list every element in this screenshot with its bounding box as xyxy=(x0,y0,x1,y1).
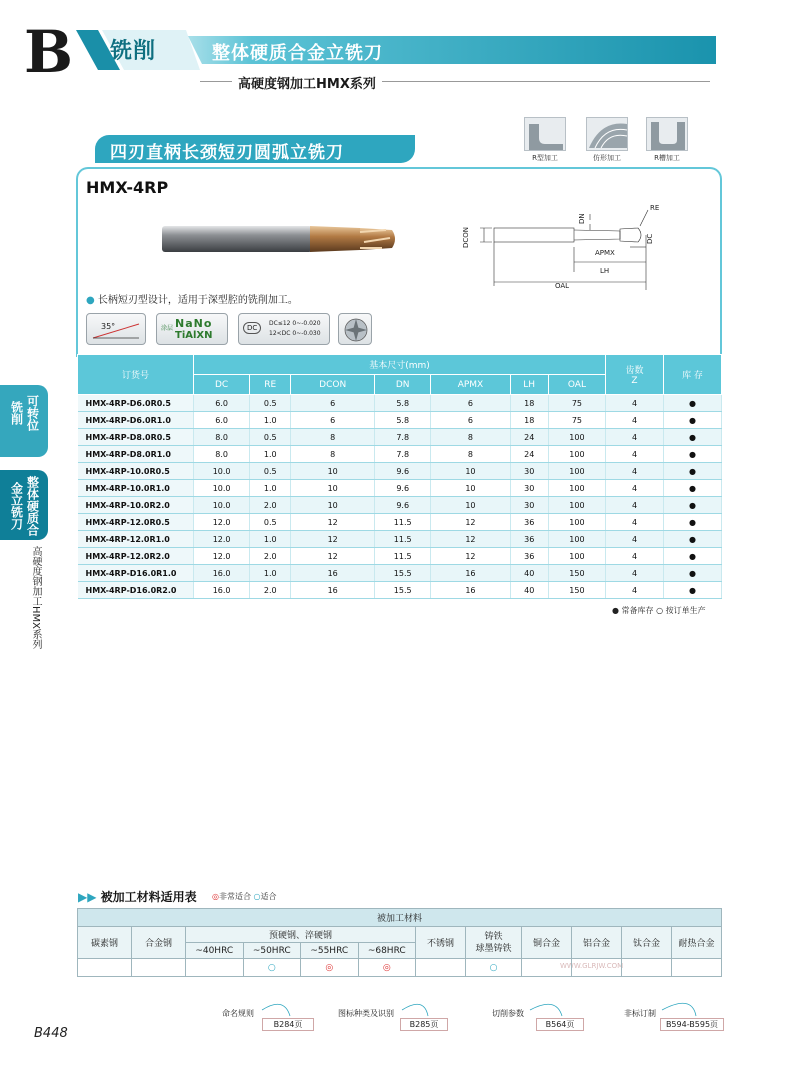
table-row xyxy=(78,497,722,514)
table-row xyxy=(78,480,722,497)
header-banner xyxy=(76,30,716,70)
table-cell: 100 xyxy=(548,480,605,497)
table-cell: 7.8 xyxy=(375,446,431,463)
table-cell: 7.8 xyxy=(375,429,431,446)
col-teeth xyxy=(606,355,664,395)
coating-material: TiAlXN xyxy=(175,330,213,341)
table-cell: 4 xyxy=(606,463,664,480)
mat-carbon-steel: 碳素钢 xyxy=(78,927,132,959)
helix-angle-value: 35° xyxy=(101,322,116,331)
table-cell: 12.0 xyxy=(194,531,250,548)
col-teeth-symbol: Z xyxy=(631,376,638,386)
product-title: 四刃直柄长颈短刃圆弧立铣刀 xyxy=(110,143,344,163)
table-cell: 8 xyxy=(431,446,510,463)
table-cell: 100 xyxy=(548,446,605,463)
col-oal: OAL xyxy=(548,375,605,395)
table-cell: 4 xyxy=(606,412,664,429)
mat-heat-resistant: 耐热合金 xyxy=(672,927,722,959)
profile-icon xyxy=(586,117,628,151)
side-tab-indexable-label-a: 可转位 xyxy=(25,395,40,431)
stock-cell: ● xyxy=(664,412,722,429)
table-cell: 10 xyxy=(431,480,510,497)
table-cell: 16 xyxy=(291,582,375,599)
four-flute-icon xyxy=(338,313,372,345)
table-cell: 10.0 xyxy=(194,497,250,514)
order-code-cell: HMX-4RP-D8.0R0.5 xyxy=(78,429,194,446)
section-letter: B xyxy=(24,18,74,86)
watermark-url: WWW.GLRJW.COM xyxy=(560,962,624,970)
header-category: 铣削 xyxy=(110,39,157,64)
table-cell: 5.8 xyxy=(375,412,431,429)
label-dcon: DCON xyxy=(462,226,470,248)
materials-heading xyxy=(78,888,197,905)
suitable-icon: ○ xyxy=(267,962,276,973)
table-cell: 10 xyxy=(431,463,510,480)
order-code-cell: HMX-4RP-10.0R1.0 xyxy=(78,480,194,497)
table-cell: 1.0 xyxy=(250,480,291,497)
ref-label: 命名规则 xyxy=(222,1009,254,1018)
tolerance-line-2: 12<DC 0~-0.030 xyxy=(269,330,321,337)
stock-cell: ● xyxy=(664,480,722,497)
ref-link-naming[interactable]: B284页 xyxy=(262,1018,314,1031)
side-tab-solid-label-b: 金立铣刀 xyxy=(9,482,24,530)
materials-title: 被加工材料适用表 xyxy=(100,890,197,904)
table-row xyxy=(78,514,722,531)
machining-label: R槽加工 xyxy=(654,154,680,162)
suitable-icon: ○ xyxy=(253,892,261,901)
table-cell: 4 xyxy=(606,582,664,599)
table-cell: 6 xyxy=(291,412,375,429)
hrc-40: ~40HRC xyxy=(186,943,244,959)
stock-cell: ● xyxy=(664,446,722,463)
label-lh: LH xyxy=(600,267,610,275)
page-number: B448 xyxy=(34,1026,68,1041)
table-cell: 0.5 xyxy=(250,429,291,446)
mat-cell xyxy=(358,959,416,977)
table-cell: 8.0 xyxy=(194,446,250,463)
order-code-cell: HMX-4RP-D16.0R2.0 xyxy=(78,582,194,599)
ref-link-custom[interactable]: B594-B595页 xyxy=(660,1018,724,1031)
mat-cast-iron-1: 铸铁 xyxy=(484,931,503,942)
feature-description: 长柄短刃型设计，适用于深型腔的铣削加工。 xyxy=(97,295,298,306)
mat-cell xyxy=(416,959,466,977)
table-cell: 6 xyxy=(431,395,510,412)
mat-stainless: 不锈钢 xyxy=(416,927,466,959)
table-cell: 12 xyxy=(431,514,510,531)
table-cell: 4 xyxy=(606,429,664,446)
table-cell: 36 xyxy=(510,531,548,548)
very-suitable-icon: ◎ xyxy=(212,892,219,901)
stock-cell: ● xyxy=(664,582,722,599)
end-mill-photo xyxy=(160,222,400,256)
table-cell: 24 xyxy=(510,429,548,446)
order-code-cell: HMX-4RP-D6.0R1.0 xyxy=(78,412,194,429)
table-cell: 4 xyxy=(606,497,664,514)
table-cell: 12.0 xyxy=(194,514,250,531)
hrc-50: ~50HRC xyxy=(243,943,301,959)
table-cell: 100 xyxy=(548,429,605,446)
table-row xyxy=(78,531,722,548)
table-cell: 10 xyxy=(431,497,510,514)
order-code-cell: HMX-4RP-12.0R0.5 xyxy=(78,514,194,531)
order-code-cell: HMX-4RP-10.0R0.5 xyxy=(78,463,194,480)
table-cell: 12 xyxy=(431,548,510,565)
table-cell: 4 xyxy=(606,531,664,548)
table-cell: 6.0 xyxy=(194,395,250,412)
very-suitable-icon: ◎ xyxy=(382,962,391,973)
tolerance-symbol: DC xyxy=(243,322,261,334)
stock-cell: ● xyxy=(664,463,722,480)
table-cell: 1.0 xyxy=(250,531,291,548)
table-row xyxy=(78,412,722,429)
table-row xyxy=(78,429,722,446)
legend-very-suitable: 非常适合 xyxy=(218,892,251,901)
table-cell: 2.0 xyxy=(250,582,291,599)
table-cell: 0.5 xyxy=(250,395,291,412)
table-cell: 16.0 xyxy=(194,582,250,599)
col-dcon: DCON xyxy=(291,375,375,395)
table-cell: 1.0 xyxy=(250,565,291,582)
table-cell: 2.0 xyxy=(250,497,291,514)
label-oal: OAL xyxy=(555,282,570,290)
table-cell: 11.5 xyxy=(375,548,431,565)
table-cell: 36 xyxy=(510,548,548,565)
mat-cell xyxy=(301,959,359,977)
mat-cast-iron-2: 球墨铸铁 xyxy=(475,943,512,954)
table-cell: 10 xyxy=(291,497,375,514)
table-cell: 9.6 xyxy=(375,480,431,497)
order-code-cell: HMX-4RP-12.0R1.0 xyxy=(78,531,194,548)
stock-cell: ● xyxy=(664,531,722,548)
header-title: 整体硬质合金立铣刀 xyxy=(212,43,383,64)
table-cell: 30 xyxy=(510,480,548,497)
table-cell: 24 xyxy=(510,446,548,463)
table-cell: 0.5 xyxy=(250,463,291,480)
very-suitable-icon: ◎ xyxy=(325,962,334,973)
table-cell: 4 xyxy=(606,480,664,497)
ref-label: 非标订制 xyxy=(624,1009,656,1018)
legend-suitable: 适合 xyxy=(260,892,277,901)
col-basic-size: 基本尺寸(mm) xyxy=(194,355,606,375)
bullet-icon: ● xyxy=(86,295,95,306)
label-dn: DN xyxy=(578,213,586,224)
table-cell: 100 xyxy=(548,497,605,514)
mat-cell xyxy=(466,959,522,977)
table-cell: 12 xyxy=(291,548,375,565)
helix-angle-icon xyxy=(86,313,146,345)
table-cell: 0.5 xyxy=(250,514,291,531)
table-cell: 75 xyxy=(548,395,605,412)
table-cell: 15.5 xyxy=(375,565,431,582)
table-cell: 10 xyxy=(291,480,375,497)
table-cell: 8 xyxy=(291,446,375,463)
mat-aluminum: 铝合金 xyxy=(572,927,622,959)
table-cell: 36 xyxy=(510,514,548,531)
mat-titanium: 钛合金 xyxy=(622,927,672,959)
table-cell: 12 xyxy=(291,531,375,548)
mat-cell xyxy=(622,959,672,977)
table-cell: 12.0 xyxy=(194,548,250,565)
table-cell: 11.5 xyxy=(375,531,431,548)
side-series-label: 高硬度钢加工HMX系列 xyxy=(30,546,41,649)
table-cell: 9.6 xyxy=(375,463,431,480)
table-cell: 12 xyxy=(431,531,510,548)
table-cell: 4 xyxy=(606,395,664,412)
materials-group: 被加工材料 xyxy=(78,909,722,927)
table-cell: 12 xyxy=(291,514,375,531)
stock-cell: ● xyxy=(664,514,722,531)
table-cell: 40 xyxy=(510,582,548,599)
col-lh: LH xyxy=(510,375,548,395)
mat-cast-iron xyxy=(466,927,522,959)
mat-cell xyxy=(186,959,244,977)
table-row xyxy=(78,548,722,565)
table-cell: 1.0 xyxy=(250,446,291,463)
table-cell: 16 xyxy=(431,565,510,582)
stock-cell: ● xyxy=(664,548,722,565)
col-dn: DN xyxy=(375,375,431,395)
table-row xyxy=(78,565,722,582)
col-apmx: APMX xyxy=(431,375,510,395)
table-cell: 4 xyxy=(606,548,664,565)
stock-cell: ● xyxy=(664,497,722,514)
table-cell: 4 xyxy=(606,565,664,582)
side-tab-solid-carbide[interactable] xyxy=(0,470,48,540)
ref-label: 图标种类及识别 xyxy=(338,1009,394,1018)
table-cell: 6 xyxy=(431,412,510,429)
r-groove-icon xyxy=(524,117,566,151)
tolerance-icon xyxy=(238,313,330,345)
suitable-icon: ○ xyxy=(489,962,498,973)
table-row xyxy=(78,446,722,463)
col-stock: 库 存 xyxy=(664,355,722,395)
table-cell: 30 xyxy=(510,497,548,514)
table-row xyxy=(78,395,722,412)
feature-text xyxy=(86,291,298,306)
ref-link-cutting[interactable]: B564页 xyxy=(536,1018,584,1031)
col-dc: DC xyxy=(194,375,250,395)
table-cell: 75 xyxy=(548,412,605,429)
order-code-cell: HMX-4RP-D8.0R1.0 xyxy=(78,446,194,463)
order-code-cell: HMX-4RP-D6.0R0.5 xyxy=(78,395,194,412)
header-subtitle: 高硬度钢加工HMX系列 xyxy=(232,73,382,92)
coating-label: 涂层 xyxy=(161,325,174,332)
machining-label: 仿形加工 xyxy=(593,154,621,162)
double-arrow-icon: ▶▶ xyxy=(78,890,97,904)
table-cell: 150 xyxy=(548,565,605,582)
machining-label: R型加工 xyxy=(532,154,558,162)
table-cell: 6.0 xyxy=(194,412,250,429)
mat-copper: 铜合金 xyxy=(522,927,572,959)
label-re: RE xyxy=(650,204,660,212)
mat-alloy-steel: 合金钢 xyxy=(132,927,186,959)
dimension-table xyxy=(77,354,722,599)
order-code-cell: HMX-4RP-D16.0R1.0 xyxy=(78,565,194,582)
side-tab-solid-label-a: 整体硬质合 xyxy=(25,476,40,536)
table-cell: 2.0 xyxy=(250,548,291,565)
table-cell: 100 xyxy=(548,531,605,548)
table-cell: 4 xyxy=(606,514,664,531)
table-cell: 6 xyxy=(291,395,375,412)
tolerance-line-1: DC≤12 0~-0.020 xyxy=(269,320,321,327)
label-dc: DC xyxy=(646,233,654,244)
hrc-68: ~68HRC xyxy=(358,943,416,959)
side-tab-indexable[interactable] xyxy=(0,385,48,457)
materials-legend xyxy=(212,891,277,902)
mat-cell xyxy=(522,959,572,977)
table-cell: 1.0 xyxy=(250,412,291,429)
mat-cell xyxy=(78,959,132,977)
hrc-55: ~55HRC xyxy=(301,943,359,959)
r-slot-icon xyxy=(646,117,688,151)
mat-cell xyxy=(243,959,301,977)
table-cell: 10 xyxy=(291,463,375,480)
materials-table xyxy=(77,908,722,977)
table-cell: 5.8 xyxy=(375,395,431,412)
table-cell: 18 xyxy=(510,412,548,429)
order-code-cell: HMX-4RP-12.0R2.0 xyxy=(78,548,194,565)
table-cell: 8 xyxy=(431,429,510,446)
table-cell: 10.0 xyxy=(194,480,250,497)
coating-name: NaNo xyxy=(175,317,213,330)
table-cell: 18 xyxy=(510,395,548,412)
table-cell: 100 xyxy=(548,548,605,565)
col-teeth-label: 齿数 xyxy=(625,366,644,376)
side-tab-indexable-label-b: 铣削 xyxy=(9,401,24,425)
label-apmx: APMX xyxy=(595,249,615,257)
table-cell: 11.5 xyxy=(375,514,431,531)
stock-cell: ● xyxy=(664,429,722,446)
col-order-code: 订货号 xyxy=(78,355,194,395)
dimension-diagram xyxy=(460,200,685,295)
stock-legend: ● 常备库存 ○ 按订单生产 xyxy=(612,606,706,615)
order-code-cell: HMX-4RP-10.0R2.0 xyxy=(78,497,194,514)
nano-coating-icon xyxy=(156,313,228,345)
table-cell: 100 xyxy=(548,514,605,531)
table-cell: 8 xyxy=(291,429,375,446)
table-row xyxy=(78,463,722,480)
table-cell: 16 xyxy=(291,565,375,582)
table-cell: 16.0 xyxy=(194,565,250,582)
table-cell: 8.0 xyxy=(194,429,250,446)
ref-label: 切削参数 xyxy=(492,1009,524,1018)
table-cell: 10.0 xyxy=(194,463,250,480)
mat-cell xyxy=(132,959,186,977)
stock-cell: ● xyxy=(664,565,722,582)
mat-hardened-steel: 预硬钢、淬硬钢 xyxy=(186,927,416,943)
table-cell: 15.5 xyxy=(375,582,431,599)
table-cell: 9.6 xyxy=(375,497,431,514)
table-row xyxy=(78,582,722,599)
stock-cell: ● xyxy=(664,395,722,412)
model-name: HMX-4RP xyxy=(86,178,169,197)
table-cell: 100 xyxy=(548,463,605,480)
mat-cell xyxy=(572,959,622,977)
ref-link-icons[interactable]: B285页 xyxy=(400,1018,448,1031)
table-cell: 4 xyxy=(606,446,664,463)
mat-cell xyxy=(672,959,722,977)
table-cell: 16 xyxy=(431,582,510,599)
table-cell: 150 xyxy=(548,582,605,599)
table-cell: 30 xyxy=(510,463,548,480)
table-cell: 40 xyxy=(510,565,548,582)
col-re: RE xyxy=(250,375,291,395)
